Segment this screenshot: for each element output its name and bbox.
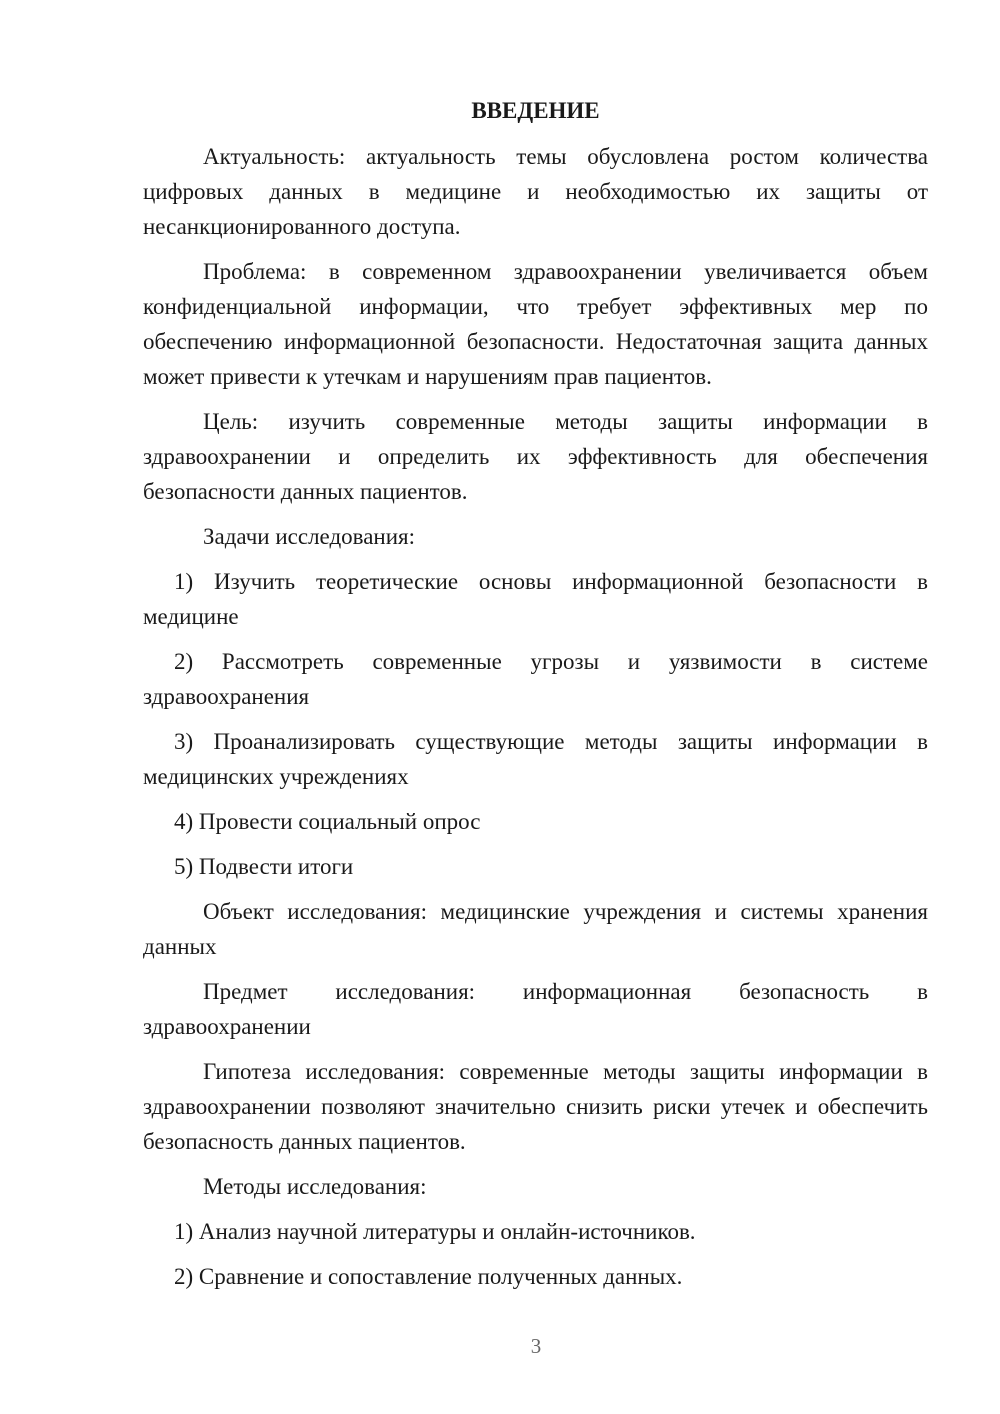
paragraph-hypothesis: Гипотеза исследования: современные методы защиты информации в здравоохранении позволяют значительно снизить риски утечек и обеспечить безопасность данных пациентов. [143,1059,928,1154]
list-item-method-1: 1) Анализ научной литературы и онлайн-источников. [174,1219,696,1244]
page-title: ВВЕДЕНИЕ [471,98,600,123]
paragraph-goal: Цель: изучить современные методы защиты информации в здравоохранении и определить их эффективность для обеспечения безопасности данных пациентов. [143,409,928,504]
list-item-task-1: 1) Изучить теоретические основы информационной безопасности в медицине [143,569,928,629]
paragraph-relevance: Актуальность: актуальность темы обусловлена ростом количества цифровых данных в медицине и необходимостью их защиты от несанкционированного доступа. [143,144,928,239]
page-content [143,95,928,1304]
paragraph-subject: Предмет исследования: информационная безопасность в здравоохранении [143,979,928,1039]
list-item-task-3: 3) Проанализировать существующие методы защиты информации в медицинских учреждениях [143,729,928,789]
paragraph-object: Объект исследования: медицинские учреждения и системы хранения данных [143,899,928,959]
paragraph-problem: Проблема: в современном здравоохранении увеличивается объем конфиденциальной информации, что требует эффективных мер по обеспечению информационной безопасности. Недостаточная защита данных может привести к утечкам и нарушениям прав пациентов. [143,259,928,389]
page-number: 3 [530,1334,542,1358]
paragraph-methods-heading: Методы исследования: [203,1174,427,1199]
list-item-task-4: 4) Провести социальный опрос [174,809,481,834]
list-item-task-5: 5) Подвести итоги [174,854,354,879]
list-item-task-2: 2) Рассмотреть современные угрозы и уязвимости в системе здравоохранения [143,649,928,709]
list-item-method-2: 2) Сравнение и сопоставление полученных данных. [174,1264,683,1289]
paragraph-tasks-heading: Задачи исследования: [203,524,416,549]
